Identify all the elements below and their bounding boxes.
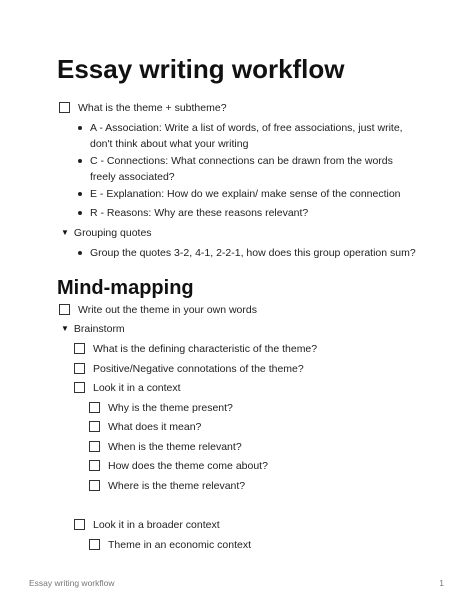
todo-label: Why is the theme present?	[108, 402, 233, 414]
todo-label: How does the theme come about?	[108, 460, 268, 472]
checkbox[interactable]	[89, 402, 100, 413]
checkbox[interactable]	[59, 304, 70, 315]
todo-item[interactable]	[74, 341, 434, 357]
list-item-text: A - Association: Write a list of words, of free associations, just write, don't think about what your writing	[90, 122, 403, 150]
toggle-brainstorm[interactable]	[61, 321, 431, 337]
list-item	[78, 120, 423, 152]
todo-item[interactable]	[89, 537, 434, 553]
checkbox[interactable]	[59, 102, 70, 113]
todo-item[interactable]	[89, 439, 434, 455]
toggle-label: Brainstorm	[73, 323, 125, 335]
todo-label: Positive/Negative connotations of the theme?	[93, 363, 304, 375]
checkbox[interactable]	[74, 343, 85, 354]
checkbox[interactable]	[89, 480, 100, 491]
todo-item[interactable]	[74, 517, 434, 533]
bullet-icon	[78, 251, 82, 255]
toggle-label: Grouping quotes	[73, 227, 152, 239]
todo-label: What is the theme + subtheme?	[78, 102, 227, 114]
bullet-icon	[78, 126, 82, 130]
page-number: 1	[439, 578, 444, 588]
checkbox[interactable]	[89, 539, 100, 550]
todo-theme-subtheme[interactable]	[59, 100, 439, 116]
list-item-text: Group the quotes 3-2, 4-1, 2-2-1, how does this group operation sum?	[90, 247, 416, 259]
todo-item[interactable]	[89, 400, 434, 416]
toggle-triangle-icon[interactable]: ▼	[61, 228, 69, 237]
footer-title: Essay writing workflow	[29, 578, 115, 588]
list-item-text: C - Connections: What connections can be drawn from the words freely associated?	[90, 155, 393, 183]
bullet-icon	[78, 192, 82, 196]
todo-label: Look it in a context	[93, 382, 181, 394]
section-title: Mind-mapping	[57, 277, 194, 299]
todo-item[interactable]	[74, 361, 434, 377]
list-item	[78, 245, 438, 261]
list-item	[78, 153, 413, 185]
todo-item[interactable]	[89, 458, 434, 474]
bullet-icon	[78, 211, 82, 215]
list-item	[78, 205, 423, 221]
todo-label: When is the theme relevant?	[108, 441, 242, 453]
list-item	[78, 186, 423, 202]
page-title: Essay writing workflow	[57, 54, 345, 84]
todo-label: Where is the theme relevant?	[108, 480, 246, 492]
todo-item[interactable]	[89, 419, 434, 435]
todo-item[interactable]	[74, 380, 434, 396]
toggle-triangle-icon[interactable]: ▼	[61, 324, 69, 333]
todo-label: Write out the theme in your own words	[78, 304, 257, 316]
todo-label: What is the defining characteristic of the theme?	[93, 343, 318, 355]
checkbox[interactable]	[89, 460, 100, 471]
todo-write-theme[interactable]	[59, 302, 429, 318]
list-item-text: R - Reasons: Why are these reasons relevant?	[90, 207, 309, 219]
checkbox[interactable]	[74, 519, 85, 530]
bullet-icon	[78, 159, 82, 163]
list-item-text: E - Explanation: How do we explain/ make sense of the connection	[90, 188, 401, 200]
todo-label: Look it in a broader context	[93, 519, 220, 531]
todo-label: What does it mean?	[108, 421, 202, 433]
toggle-grouping-quotes[interactable]	[61, 225, 431, 241]
todo-item[interactable]	[89, 478, 434, 494]
todo-label: Theme in an economic context	[108, 539, 251, 551]
checkbox[interactable]	[74, 382, 85, 393]
checkbox[interactable]	[89, 421, 100, 432]
checkbox[interactable]	[74, 363, 85, 374]
checkbox[interactable]	[89, 441, 100, 452]
